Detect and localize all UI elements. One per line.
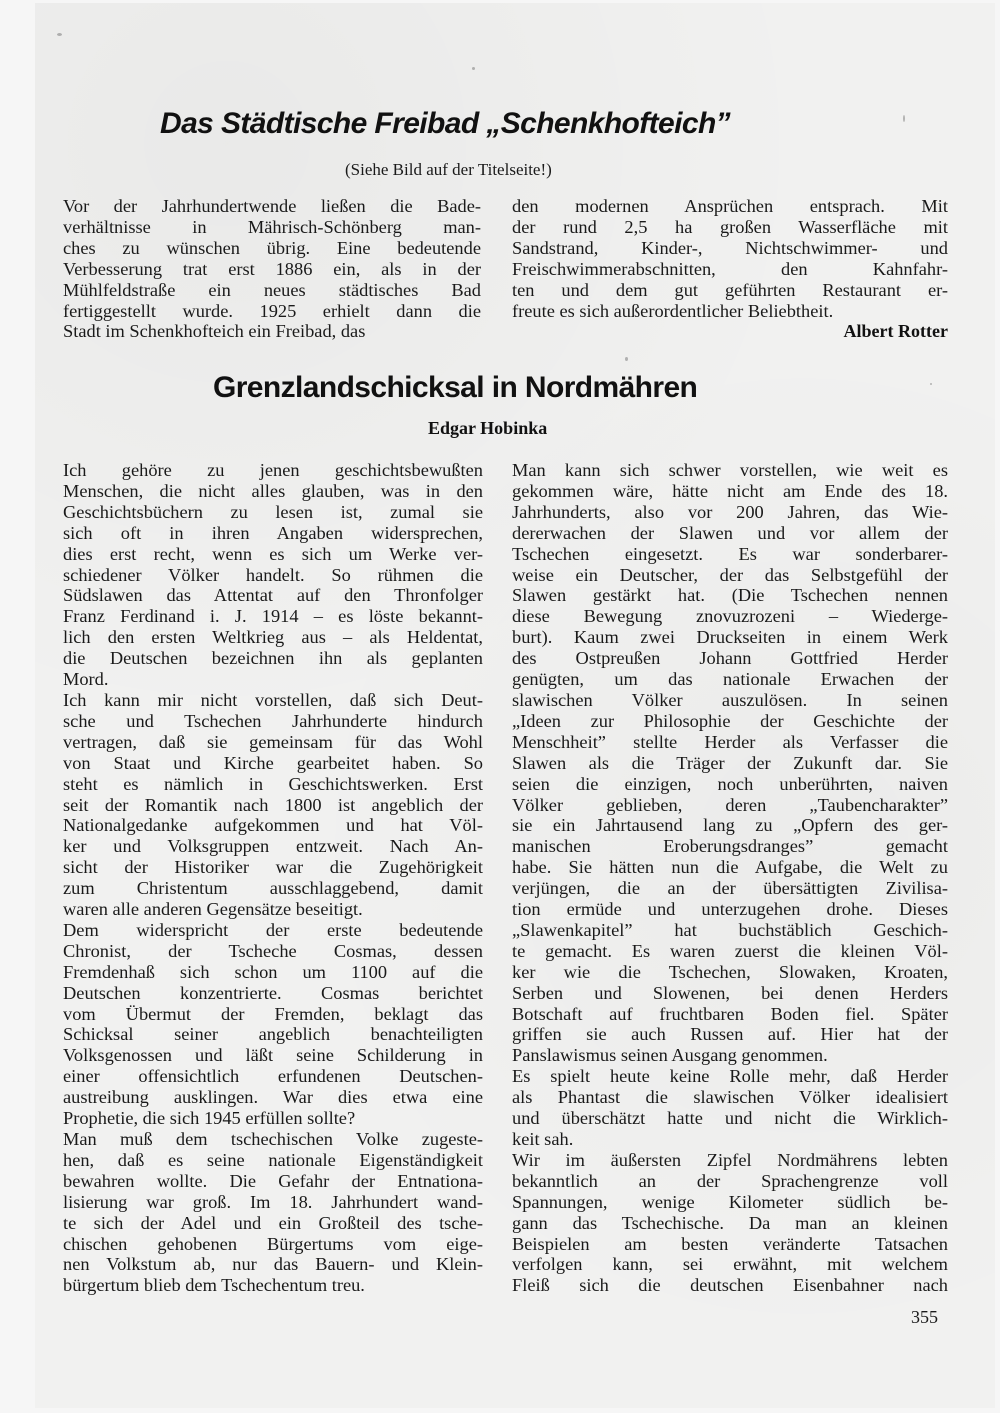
text-line: fertiggestellt wurde. 1925 erhielt dann die [63, 300, 481, 321]
text-line: verfolgen kann, sei erwähnt, mit welchem [512, 1254, 948, 1275]
text-line: des Ostpreußen Johann Gottfried Herder [512, 648, 948, 669]
text-line: Sandstrand, Kinder-, Nichtschwimmer- und [512, 237, 948, 258]
text-line: bekanntlich an der Sprachengrenze voll [512, 1170, 948, 1191]
text-line: sicht der Historiker war die Zugehörigkeit [63, 857, 483, 878]
paper-speck [903, 115, 905, 122]
text-line: Volksgenossen und läßt seine Schilderung in [63, 1045, 483, 1066]
text-line: te gemacht. Es waren zuerst die kleinen Völ- [512, 940, 948, 961]
text-line: Jahrhunderts, also vor 200 Jahren, das Wie- [512, 501, 948, 522]
document-page [35, 3, 995, 1408]
text-line: Stadt im Schenkhofteich ein Freibad, das [63, 321, 366, 342]
text-line: Prophetie, die sich 1945 erfüllen sollte? [63, 1108, 356, 1129]
text-line: ten und dem gut geführten Restaurant er- [512, 279, 948, 300]
text-line: „Ideen zur Philosophie der Geschichte der [512, 710, 948, 731]
text-line: Völker geblieben, deren „Taubencharakter” [512, 794, 948, 815]
text-line: chischen gehobenen Bürgertums vom eige- [63, 1233, 483, 1254]
text-line: und überschätzt hatte und nicht die Wirklich- [512, 1108, 948, 1129]
text-line: Slawen gestärkt hat. (Die Tschechen nennen [512, 585, 948, 606]
text-line: waren alle anderen Gegensätze beseitigt. [63, 899, 363, 920]
text-line: tion ermüde und unterzugehen drohe. Dieses [512, 899, 948, 920]
text-line: gann das Tschechische. Da man an kleinen [512, 1212, 948, 1233]
text-line: sche und Tschechen Jahrhunderte hindurch [63, 710, 483, 731]
text-line: seit der Romantik nach 1800 ist angeblich der [63, 794, 483, 815]
text-line: zum Christentum ausschlaggebend, damit [63, 878, 483, 899]
text-line: Spannungen, wenige Kilometer südlich be- [512, 1191, 948, 1212]
text-line: seien die einzigen, noch unberührten, naiven [512, 773, 948, 794]
text-line: Deutschen konzentrierte. Cosmas berichtet [63, 982, 483, 1003]
text-line: habe. Sie hätten nun die Aufgabe, die Welt zu [512, 857, 948, 878]
text-line: slawischen Völker auszulösen. In seinen [512, 689, 948, 710]
text-line: vom Übermut der Fremden, beklagt das [63, 1003, 483, 1024]
page-number: 355 [911, 1307, 938, 1327]
text-line: als Phantast die slawischen Völker idealisiert [512, 1087, 948, 1108]
text-line: Mord. [63, 669, 109, 690]
text-line: Fleiß sich die deutschen Eisenbahner nach [512, 1275, 948, 1296]
text-line: Menschen, die nicht alles glauben, was in den [63, 480, 483, 501]
article-grenzland-author: Edgar Hobinka [428, 418, 548, 438]
text-line: Serben und Slowenen, bei denen Herders [512, 982, 948, 1003]
article-title-freibad: Das Städtische Freibad „Schenkhofteich” [160, 107, 731, 140]
article-freibad-author: Albert Rotter [843, 321, 948, 341]
text-line: hen, daß es seine nationale Eigenständigkeit [63, 1149, 483, 1170]
text-line: lisierung war groß. Im 18. Jahrhundert wand- [63, 1191, 483, 1212]
text-line: Schicksal seiner angeblich benachteiligten [63, 1024, 483, 1045]
paper-speck [57, 33, 62, 36]
text-line: Ich kann mir nicht vorstellen, daß sich Deut- [63, 689, 483, 710]
text-line: einer offensichtlich erfundenen Deutschen- [63, 1066, 483, 1087]
paper-speck [930, 383, 932, 385]
text-line: ker wie die Tschechen, Slowaken, Kroaten, [512, 961, 948, 982]
text-line: genügten, um das nationale Erwachen der [512, 669, 948, 690]
text-line: sich oft in ihren Angaben widersprechen, [63, 522, 483, 543]
text-line: keit sah. [512, 1129, 574, 1149]
text-line: Man muß dem tschechischen Volke zugeste- [63, 1129, 483, 1149]
text-line: austreibung ausklingen. War dies etwa eine [63, 1087, 483, 1108]
article-subtitle-freibad: (Siehe Bild auf der Titelseite!) [345, 160, 552, 179]
article-freibad-left-column [63, 196, 481, 342]
text-line: Panslawismus seinen Ausgang genommen. [512, 1045, 828, 1066]
text-line: gekommen wäre, hätte nicht am Ende des 18. [512, 480, 948, 501]
text-line: ches zu wünschen übrig. Eine bedeutende [63, 237, 481, 258]
text-line: Mühlfeldstraße ein neues städtisches Bad [63, 279, 481, 300]
text-line: Franz Ferdinand i. J. 1914 – es löste bekannt- [63, 606, 483, 627]
text-line: Wir im äußersten Zipfel Nordmährens lebten [512, 1149, 948, 1170]
text-line: griffen sie auch Russen auf. Hier hat der [512, 1024, 948, 1045]
text-line: den modernen Ansprüchen entsprach. Mit [512, 196, 948, 216]
text-line: bewahren wollte. Die Gefahr der Entnationa- [63, 1170, 483, 1191]
text-line: Man kann sich schwer vorstellen, wie weit es [512, 460, 948, 480]
text-line: Südslawen das Attentat auf den Thronfolger [63, 585, 483, 606]
text-line: te sich der Adel und ein Großteil des tsche- [63, 1212, 483, 1233]
article-grenzland-left-column [63, 460, 483, 1296]
text-line: Ich gehöre zu jenen geschichtsbewußten [63, 460, 483, 480]
text-line: vertragen, daß sie gemeinsam für das Wohl [63, 731, 483, 752]
text-line: Dem widerspricht der erste bedeutende [63, 919, 483, 940]
text-line: „Slawenkapitel” hat buchstäblich Geschich- [512, 919, 948, 940]
article-title-grenzland: Grenzlandschicksal in Nordmähren [213, 371, 698, 404]
text-line: dies erst recht, wenn es sich um Werke ver- [63, 543, 483, 564]
text-line: Slawen als die Träger der Zukunft dar. Sie [512, 752, 948, 773]
paper-speck [472, 67, 475, 70]
text-line: ker und Volksgruppen entzweit. Nach An- [63, 836, 483, 857]
text-line: manischen Eroberungsdranges” gemacht [512, 836, 948, 857]
text-line: Fremdenhaß sich schon um 1100 auf die [63, 961, 483, 982]
text-line: weise ein Deutscher, der das Selbstgefühl der [512, 564, 948, 585]
text-line: bürgertum blieb dem Tschechentum treu. [63, 1275, 365, 1296]
text-line: Menschheit” stellte Herder als Verfasser die [512, 731, 948, 752]
text-line: verjüngen, die an der übersättigten Zivilisa- [512, 878, 948, 899]
text-line: burt). Kaum zwei Druckseiten in einem Werk [512, 627, 948, 648]
text-line: Vor der Jahrhundertwende ließen die Bade- [63, 196, 481, 216]
text-line: Geschichtsbüchern zu lesen ist, zumal sie [63, 501, 483, 522]
text-line: diese Bewegung znovuzrozeni – Wiederge- [512, 606, 948, 627]
text-line: Tschechen eingesetzt. Es war sonderbarer- [512, 543, 948, 564]
text-line: der rund 2,5 ha großen Wasserfläche mit [512, 216, 948, 237]
text-line: lich den ersten Weltkrieg aus – als Heldentat, [63, 627, 483, 648]
text-line: nen Volkstum ab, nur das Bauern- und Klein- [63, 1254, 483, 1275]
text-line: Botschaft auf fruchtbaren Boden fiel. Später [512, 1003, 948, 1024]
text-line: steht es nämlich in Geschichtswerken. Erst [63, 773, 483, 794]
text-line: Beispielen am besten veränderte Tatsachen [512, 1233, 948, 1254]
text-line: dererwachen der Slawen und vor allem der [512, 522, 948, 543]
text-line: Nationalgedanke aufgekommen und hat Völ- [63, 815, 483, 836]
paper-speck [625, 357, 628, 361]
text-line: sie ein Jahrtausend lang zu „Opfern des ger- [512, 815, 948, 836]
text-line: Chronist, der Tscheche Cosmas, dessen [63, 940, 483, 961]
text-line: schiedener Völker handelt. So rühmen die [63, 564, 483, 585]
text-line: freute es sich außerordentlicher Beliebtheit. [512, 300, 834, 321]
text-line: Verbesserung trat erst 1886 ein, als in der [63, 258, 481, 279]
text-line: die Deutschen bezeichnen ihn als geplanten [63, 648, 483, 669]
text-line: von Staat und Kirche gearbeitet haben. So [63, 752, 483, 773]
text-line: Freischwimmerabschnitten, den Kahnfahr- [512, 258, 948, 279]
text-line: verhältnisse in Mährisch-Schönberg man- [63, 216, 481, 237]
article-grenzland-right-column [512, 460, 948, 1296]
text-line: Es spielt heute keine Rolle mehr, daß Herder [512, 1066, 948, 1087]
article-freibad-right-column [512, 196, 948, 321]
